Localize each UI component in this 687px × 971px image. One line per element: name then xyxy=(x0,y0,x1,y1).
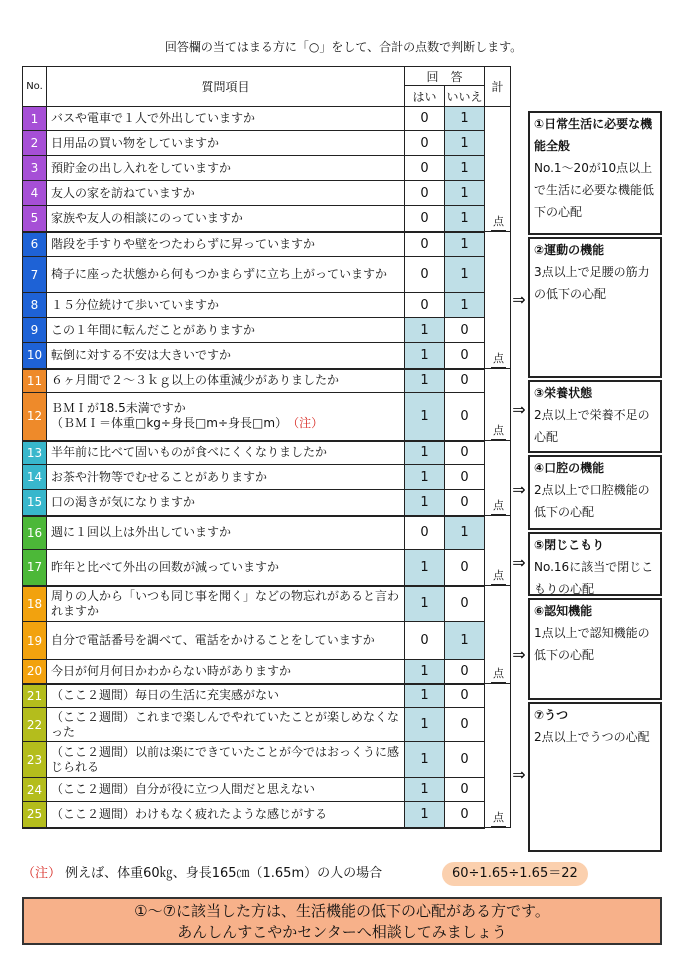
question-text xyxy=(47,257,405,293)
question-text xyxy=(47,343,405,369)
answer-yes-cell[interactable]: 1 xyxy=(405,393,445,441)
question-number: 20 xyxy=(23,660,47,684)
answer-yes-cell[interactable]: 1 xyxy=(405,802,445,828)
question-text-main: 転倒に対する不安は大きいですか xyxy=(51,347,232,362)
question-text-main: 週に１回以上は外出していますか xyxy=(51,525,232,540)
question-row xyxy=(23,257,511,293)
question-row xyxy=(23,232,511,257)
question-row xyxy=(23,550,511,586)
header-row xyxy=(23,67,511,86)
question-text xyxy=(47,550,405,586)
question-number: 17 xyxy=(23,550,47,586)
result-box xyxy=(528,380,662,453)
question-text xyxy=(47,318,405,343)
group-total-cell[interactable] xyxy=(485,369,511,441)
answer-no-cell[interactable]: 1 xyxy=(445,131,485,156)
question-number: 7 xyxy=(23,257,47,293)
question-text-main: バスや電車で１人で外出していますか xyxy=(51,111,256,125)
question-text xyxy=(47,393,405,441)
question-text-main: （ここ２週間）以前は楽にできていたことが今ではおっくうに感じられる xyxy=(51,744,400,774)
question-text-main: 口の渇きが気になりますか xyxy=(51,494,196,509)
question-text xyxy=(47,232,405,257)
answer-yes-cell[interactable]: 1 xyxy=(405,684,445,708)
group-total-cell[interactable] xyxy=(485,232,511,369)
answer-no-cell[interactable]: 0 xyxy=(445,465,485,490)
question-row xyxy=(23,622,511,660)
question-text xyxy=(47,293,405,318)
question-text-main: 友人の家を訪ねていますか xyxy=(51,185,195,200)
question-row xyxy=(23,516,511,550)
answer-yes-cell[interactable]: 1 xyxy=(405,465,445,490)
question-number: 10 xyxy=(23,343,47,369)
answer-no-cell[interactable]: 1 xyxy=(445,516,485,550)
answer-yes-cell[interactable]: 1 xyxy=(405,369,445,393)
header-item: 質問項目 xyxy=(47,67,405,107)
question-number: 12 xyxy=(23,393,47,441)
question-text-main: 半年前に比べて固いものが食べにくくなりましたか xyxy=(51,445,328,460)
answer-yes-cell[interactable]: 1 xyxy=(405,318,445,343)
question-number: 3 xyxy=(23,156,47,181)
answer-no-cell[interactable]: 1 xyxy=(445,293,485,318)
group-total-cell[interactable] xyxy=(485,441,511,516)
consult-banner xyxy=(22,897,662,945)
answer-yes-cell[interactable]: 0 xyxy=(405,206,445,232)
answer-yes-cell[interactable]: 0 xyxy=(405,232,445,257)
question-text xyxy=(47,465,405,490)
question-text-main: 家族や友人の相談にのっていますか xyxy=(51,210,243,225)
answer-yes-cell[interactable]: 0 xyxy=(405,257,445,293)
question-text-main: この１年間に転んだことがありますか xyxy=(51,322,256,337)
group-total-cell[interactable] xyxy=(485,684,511,828)
question-number: 4 xyxy=(23,181,47,206)
result-title: ⑦うつ xyxy=(534,708,569,722)
result-description: 2点以上で口腔機能の低下の心配 xyxy=(534,483,650,519)
answer-no-cell[interactable]: 0 xyxy=(445,393,485,441)
answer-no-cell[interactable]: 0 xyxy=(445,708,485,742)
result-title: ③栄養状態 xyxy=(534,386,593,400)
answer-no-cell[interactable]: 0 xyxy=(445,660,485,684)
answer-no-cell[interactable]: 0 xyxy=(445,778,485,802)
answer-yes-cell[interactable]: 1 xyxy=(405,441,445,465)
answer-yes-cell[interactable]: 0 xyxy=(405,293,445,318)
question-number: 9 xyxy=(23,318,47,343)
question-text xyxy=(47,778,405,802)
question-text-main: １５分位続けて歩いていますか xyxy=(51,297,220,312)
answer-no-cell[interactable]: 0 xyxy=(445,343,485,369)
result-title: ⑥認知機能 xyxy=(534,604,593,618)
question-row xyxy=(23,156,511,181)
result-description: 3点以上で足腰の筋力の低下の心配 xyxy=(534,265,650,301)
result-box xyxy=(528,532,662,596)
point-label: 点 xyxy=(491,567,506,585)
question-text-main: 自分で電話番号を調べて、電話をかけることをしていますか xyxy=(51,633,375,647)
result-box xyxy=(528,455,662,530)
question-text xyxy=(47,516,405,550)
question-text-main: 預貯金の出し入れをしていますか xyxy=(51,160,232,175)
arrow-icon: ⇒ xyxy=(512,400,526,419)
question-number: 5 xyxy=(23,206,47,232)
question-row xyxy=(23,708,511,742)
result-box xyxy=(528,598,662,700)
answer-yes-cell[interactable]: 0 xyxy=(405,156,445,181)
question-number: 14 xyxy=(23,465,47,490)
question-text xyxy=(47,369,405,393)
question-text xyxy=(47,206,405,232)
question-row xyxy=(23,393,511,441)
answer-no-cell[interactable]: 0 xyxy=(445,490,485,516)
question-row xyxy=(23,684,511,708)
question-text xyxy=(47,622,405,660)
point-label: 点 xyxy=(491,665,506,683)
question-text-main: 昨年と比べて外出の回数が減っていますか xyxy=(51,559,280,574)
answer-yes-cell[interactable]: 0 xyxy=(405,516,445,550)
answer-no-cell[interactable]: 1 xyxy=(445,622,485,660)
question-row xyxy=(23,778,511,802)
note-text: 例えば、体重60㎏、身長165㎝（1.65m）の人の場合 xyxy=(65,866,383,881)
question-number: 1 xyxy=(23,107,47,131)
point-label: 点 xyxy=(491,497,506,515)
answer-no-cell[interactable]: 0 xyxy=(445,684,485,708)
question-text xyxy=(47,107,405,131)
answer-yes-cell[interactable]: 1 xyxy=(405,742,445,778)
question-row xyxy=(23,465,511,490)
header-yes: はい xyxy=(405,86,445,107)
question-number: 11 xyxy=(23,369,47,393)
answer-yes-cell[interactable]: 1 xyxy=(405,660,445,684)
banner-line-2: あんしんすこやかセンターへ相談してみましょう xyxy=(177,923,507,941)
result-box xyxy=(528,702,662,852)
question-number: 18 xyxy=(23,586,47,622)
result-description: 2点以上で栄養不足の心配 xyxy=(534,408,650,444)
answer-no-cell[interactable]: 0 xyxy=(445,742,485,778)
question-number: 22 xyxy=(23,708,47,742)
question-text-main: （ここ２週間）毎日の生活に充実感がない xyxy=(51,688,280,703)
question-number: 6 xyxy=(23,232,47,257)
question-row xyxy=(23,369,511,393)
question-row xyxy=(23,802,511,828)
question-text-main: （ここ２週間）わけもなく疲れたような感じがする xyxy=(51,806,328,821)
answer-no-cell[interactable]: 0 xyxy=(445,802,485,828)
question-text-main: ＢＭＩが18.5未満ですか xyxy=(51,401,186,416)
result-title: ④口腔の機能 xyxy=(534,461,605,475)
question-text-main: 椅子に座った状態から何もつかまらずに立ち上がっていますか xyxy=(51,267,388,281)
question-text xyxy=(47,684,405,708)
answer-yes-cell[interactable]: 1 xyxy=(405,343,445,369)
answer-yes-cell[interactable]: 1 xyxy=(405,550,445,586)
arrow-icon: ⇒ xyxy=(512,765,526,784)
bmi-note-mark: （注） xyxy=(293,416,324,431)
header-total: 計 xyxy=(485,67,511,107)
question-text xyxy=(47,490,405,516)
question-text-main: 日用品の買い物をしていますか xyxy=(51,135,220,150)
answer-yes-cell[interactable]: 0 xyxy=(405,131,445,156)
header-answer: 回 答 xyxy=(405,67,485,86)
question-row xyxy=(23,206,511,232)
header-no: No. xyxy=(23,67,47,107)
result-title: ①日常生活に必要な機能全般 xyxy=(534,117,653,153)
question-text-main: 階段を手すりや壁をつたわらずに昇っていますか xyxy=(51,236,316,251)
point-label: 点 xyxy=(491,809,506,827)
result-box xyxy=(528,237,662,378)
arrow-icon: ⇒ xyxy=(512,480,526,499)
answer-no-cell[interactable]: 1 xyxy=(445,156,485,181)
question-text xyxy=(47,742,405,778)
question-text-main: お茶や汁物等でむせることがありますか xyxy=(51,469,268,484)
result-description: 2点以上でうつの心配 xyxy=(534,730,650,744)
question-row xyxy=(23,131,511,156)
question-number: 21 xyxy=(23,684,47,708)
bmi-formula: 60÷1.65÷1.65＝22 xyxy=(442,862,588,886)
checklist-table xyxy=(22,66,511,829)
arrow-icon: ⇒ xyxy=(512,645,526,664)
question-text-main: 今日が何月何日かわからない時がありますか xyxy=(51,663,292,678)
question-row xyxy=(23,490,511,516)
question-text xyxy=(47,181,405,206)
answer-no-cell[interactable]: 0 xyxy=(445,550,485,586)
point-label: 点 xyxy=(491,350,506,368)
result-box xyxy=(528,111,662,235)
answer-no-cell[interactable]: 0 xyxy=(445,369,485,393)
answer-yes-cell[interactable]: 1 xyxy=(405,778,445,802)
answer-yes-cell[interactable]: 0 xyxy=(405,181,445,206)
question-text xyxy=(47,441,405,465)
question-text-main: 周りの人から「いつも同じ事を聞く」などの物忘れがあると言われますか xyxy=(51,588,400,618)
arrow-icon: ⇒ xyxy=(512,290,526,309)
result-description: No.16に該当で閉じこもりの心配 xyxy=(534,560,654,596)
question-row xyxy=(23,586,511,622)
question-text xyxy=(47,708,405,742)
answer-no-cell[interactable]: 0 xyxy=(445,586,485,622)
question-text xyxy=(47,586,405,622)
question-text xyxy=(47,131,405,156)
question-number: 25 xyxy=(23,802,47,828)
question-row xyxy=(23,293,511,318)
answer-no-cell[interactable]: 0 xyxy=(445,318,485,343)
arrow-icon: ⇒ xyxy=(512,553,526,572)
question-text-main: （ここ２週間）自分が役に立つ人間だと思えない xyxy=(51,782,316,796)
answer-yes-cell[interactable]: 0 xyxy=(405,622,445,660)
question-number: 19 xyxy=(23,622,47,660)
bmi-formula-text: （ＢＭＩ＝体重□kg÷身長□m÷身長□m） xyxy=(51,416,288,431)
point-label: 点 xyxy=(491,422,506,440)
question-number: 24 xyxy=(23,778,47,802)
group-total-cell[interactable] xyxy=(485,516,511,586)
answer-yes-cell[interactable]: 1 xyxy=(405,708,445,742)
question-row xyxy=(23,107,511,131)
question-text-main: ６ヶ月間で２～３ｋｇ以上の体重減少がありましたか xyxy=(51,373,340,388)
header-no-answer: いいえ xyxy=(445,86,485,107)
answer-no-cell[interactable]: 0 xyxy=(445,441,485,465)
question-number: 13 xyxy=(23,441,47,465)
answer-no-cell[interactable]: 1 xyxy=(445,107,485,131)
question-text xyxy=(47,660,405,684)
answer-yes-cell[interactable]: 1 xyxy=(405,490,445,516)
banner-line-1: ①～⑦に該当した方は、生活機能の低下の心配がある方です。 xyxy=(134,902,550,920)
question-text-main: （ここ２週間）これまで楽しんでやれていたことが楽しめなくなった xyxy=(51,709,400,739)
question-number: 8 xyxy=(23,293,47,318)
group-total-cell[interactable] xyxy=(485,107,511,232)
result-description: 1点以上で認知機能の低下の心配 xyxy=(534,626,650,662)
note-label: （注） xyxy=(22,866,62,881)
question-text xyxy=(47,802,405,828)
question-row xyxy=(23,181,511,206)
answer-yes-cell[interactable]: 0 xyxy=(405,107,445,131)
answer-yes-cell[interactable]: 1 xyxy=(405,586,445,622)
point-label: 点 xyxy=(491,213,506,231)
result-description: No.1～20が10点以上で生活に必要な機能低下の心配 xyxy=(534,161,655,219)
result-title: ⑤閉じこもり xyxy=(534,538,605,552)
bmi-note xyxy=(22,860,672,888)
question-number: 23 xyxy=(23,742,47,778)
question-row xyxy=(23,343,511,369)
question-number: 2 xyxy=(23,131,47,156)
question-row xyxy=(23,660,511,684)
question-row xyxy=(23,742,511,778)
question-text xyxy=(47,156,405,181)
answer-no-cell[interactable]: 1 xyxy=(445,206,485,232)
group-total-cell[interactable] xyxy=(485,586,511,684)
instruction-text: 回答欄の当てはまる方に「○」をして、合計の点数で判断します。 xyxy=(164,40,523,54)
question-number: 16 xyxy=(23,516,47,550)
question-row xyxy=(23,318,511,343)
questions-body xyxy=(23,107,511,828)
result-title: ②運動の機能 xyxy=(534,243,605,257)
answer-no-cell[interactable]: 1 xyxy=(445,232,485,257)
question-number: 15 xyxy=(23,490,47,516)
answer-no-cell[interactable]: 1 xyxy=(445,181,485,206)
question-row xyxy=(23,441,511,465)
answer-no-cell[interactable]: 1 xyxy=(445,257,485,293)
